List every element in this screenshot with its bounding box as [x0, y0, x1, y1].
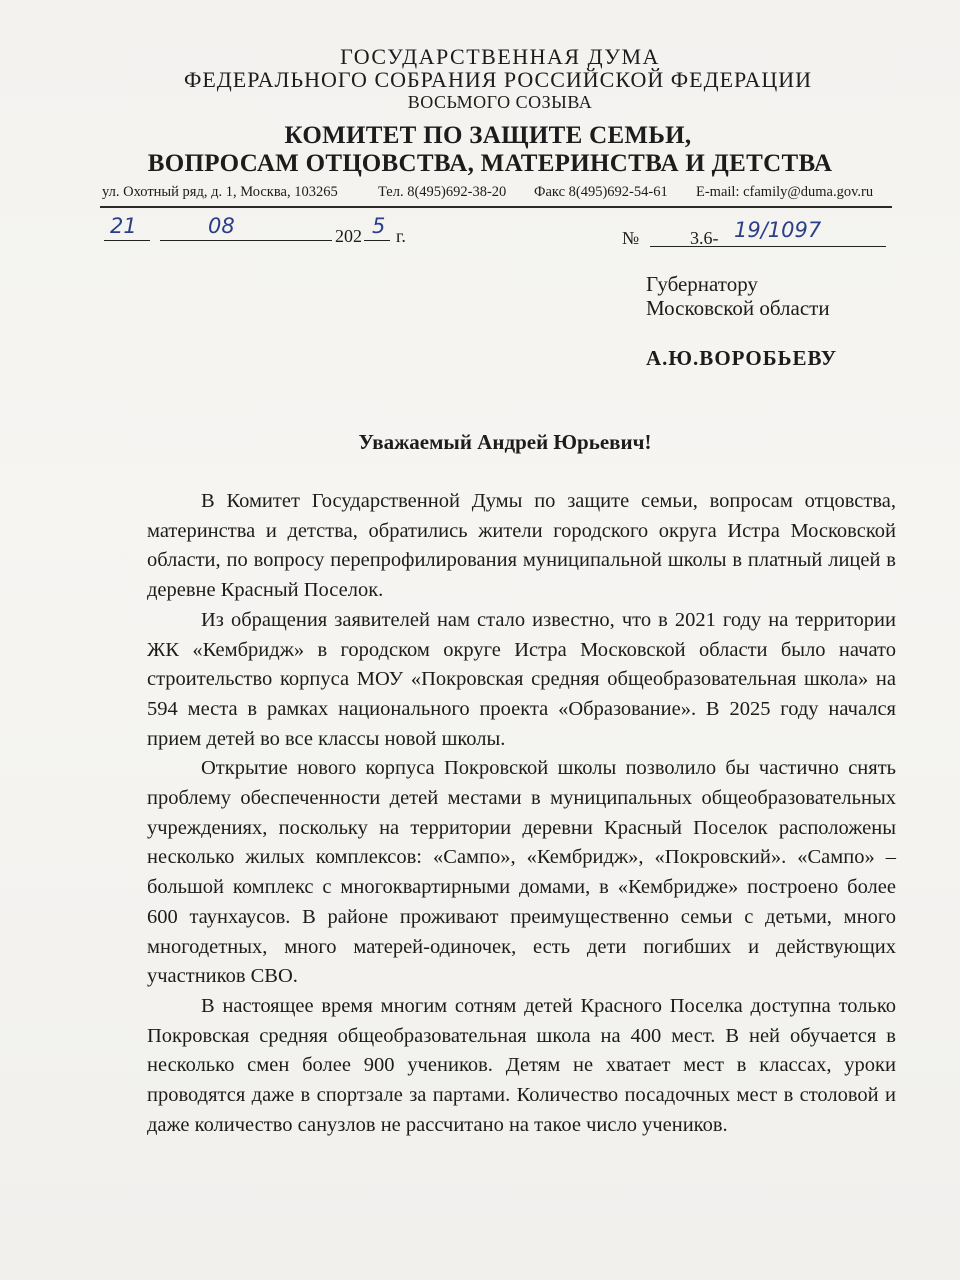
date-day-underline [104, 240, 150, 241]
paragraph: В Комитет Государственной Думы по защите семьи, вопросам отцовства, материнства и детства, обратились жители городского округа Истра Московской области, по вопросу перепрофилирования муниципальной школы в платный лицей в деревне Красный Поселок. [147, 490, 896, 602]
date-year-prefix: 202 [335, 226, 362, 246]
contact-line [102, 184, 892, 206]
number-prefix: 3.6- [690, 228, 719, 248]
letterhead-line-3: ВОСЬМОГО СОЗЫВА [407, 92, 593, 112]
email-text: E-mail: cfamily@duma.gov.ru [696, 184, 874, 200]
phone-text: Тел. 8(495)692-38-20 [378, 184, 507, 200]
paragraph: Открытие нового корпуса Покровской школы позволило бы частично снять проблему обеспеченности детей местами в муниципальных общеобразовательных учреждениях, поскольку на территории деревни Красный Поселок расположены несколько жилых комплексов: «Сампо», «Кембридж», «Покровский». «Сампо» – большой комплекс с многоквартирными домами, в «Кембридже» построено более 600 таунхаусов. В районе проживают преимущественно семьи с детьми, много многодетных, много матерей-одиночек, есть дети погибших и действующих участников СВО. [147, 757, 896, 988]
paragraph: В настоящее время многим сотням детей Красного Поселка доступна только Покровская средняя общеобразовательная школа на 400 мест. В ней обучается в несколько смен более 900 учеников. Детям не хватает мест в классах, уроки проводятся даже в спортзале за партами. Количество посадочных мест в столовой и даже количество санузлов не рассчитано на такое число учеников. [147, 994, 896, 1136]
recipient-title: Губернатору [646, 272, 758, 296]
recipient-region: Московской области [646, 296, 830, 320]
letterhead-line-1: ГОСУДАРСТВЕННАЯ ДУМА [340, 44, 660, 69]
recipient-name: А.Ю.ВОРОБЬЕВУ [646, 346, 838, 370]
salutation: Уважаемый Андрей Юрьевич! [358, 430, 652, 454]
number-handwritten: 19/1097 [734, 218, 822, 242]
number-underline [650, 246, 886, 247]
letterhead-line-2: ФЕДЕРАЛЬНОГО СОБРАНИЯ РОССИЙСКОЙ ФЕДЕРАЦИИ [183, 67, 812, 92]
date-month: 08 [208, 214, 235, 238]
date-year-digit: 5 [372, 214, 386, 238]
date-line [0, 214, 960, 248]
letter-body [147, 487, 896, 1140]
committee-title-1: КОМИТЕТ ПО ЗАЩИТЕ СЕМЬИ, [284, 122, 692, 149]
number-label: № [622, 228, 640, 248]
date-year-suffix: г. [396, 226, 406, 246]
date-month-underline [160, 240, 332, 241]
committee-title-2: ВОПРОСАМ ОТЦОВСТВА, МАТЕРИНСТВА И ДЕТСТВА [147, 150, 833, 177]
address-text: ул. Охотный ряд, д. 1, Москва, 103265 [102, 184, 338, 200]
fax-text: Факс 8(495)692-54-61 [534, 184, 668, 200]
date-day: 21 [110, 214, 137, 238]
date-year-underline [364, 240, 390, 241]
header-divider [100, 206, 892, 208]
paragraph: Из обращения заявителей нам стало известно, что в 2021 году на территории ЖК «Кембридж» в городском округе Истра Московской области было начато строительство корпуса МОУ «Покровская средняя общеобразовательная школа» на 594 места в рамках национального проекта «Образование». В 2025 году начался прием детей во все классы новой школы. [147, 608, 896, 750]
